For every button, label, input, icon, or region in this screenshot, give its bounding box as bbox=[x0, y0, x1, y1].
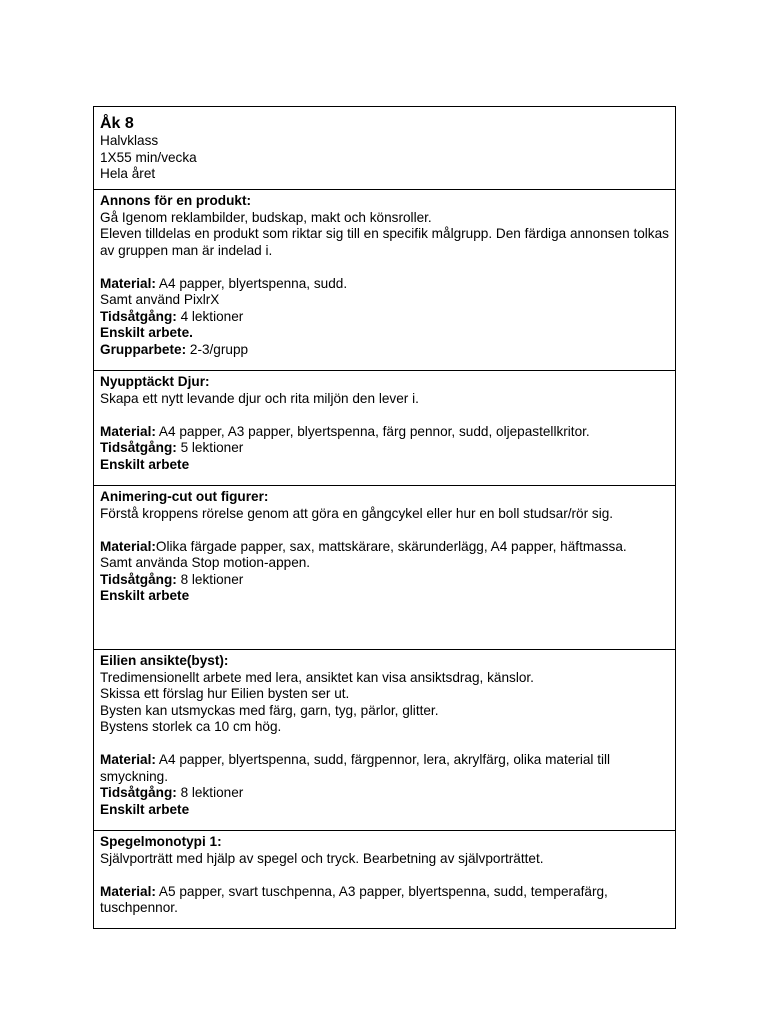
section-description: Tredimensionellt arbete med lera, ansiktet kan visa ansiktsdrag, känslor. bbox=[100, 669, 534, 685]
section-description: Eleven tilldelas en produkt som riktar sig till en specifik målgrupp. Den färdiga annonsen tolkas av gruppen man är indelad i. bbox=[100, 226, 669, 258]
header-line-schedule: 1X55 min/vecka bbox=[100, 149, 197, 165]
section-heading: Eilien ansikte(byst): bbox=[100, 653, 229, 668]
section-description: Förstå kroppens rörelse genom att göra en gångcykel eller hur en boll studsar/rör sig. bbox=[100, 505, 614, 521]
material-label: Material: bbox=[100, 752, 156, 767]
section-annons bbox=[94, 189, 675, 370]
curriculum-table bbox=[93, 106, 676, 929]
section-eilien bbox=[94, 649, 675, 830]
section-description: Bystens storlek ca 10 cm hög. bbox=[100, 719, 282, 734]
time-value: 8 lektioner bbox=[176, 785, 244, 800]
section-description: Bysten kan utsmyckas med färg, garn, tyg, pärlor, glitter. bbox=[100, 702, 439, 718]
time-value: 4 lektioner bbox=[176, 308, 244, 324]
work-type: Enskilt arbete bbox=[100, 588, 190, 603]
material-label: Material: bbox=[100, 423, 156, 439]
spacer bbox=[100, 259, 669, 276]
section-heading: Annons för en produkt: bbox=[100, 193, 252, 208]
time-label: Tidsåtgång: bbox=[100, 308, 177, 324]
section-animering bbox=[94, 485, 675, 649]
header-line-period: Hela året bbox=[100, 166, 156, 181]
material-value: A4 papper, A3 papper, blyertspenna, färg pennor, sudd, oljepastellkritor. bbox=[155, 423, 590, 439]
material-value: A4 papper, blyertspenna, sudd, färgpennor, lera, akrylfärg, olika material till smyckning. bbox=[100, 752, 611, 784]
section-heading: Nyupptäckt Djur: bbox=[100, 374, 210, 389]
time-value: 5 lektioner bbox=[176, 440, 244, 455]
work-type: Enskilt arbete bbox=[100, 456, 190, 472]
time-line bbox=[100, 440, 669, 457]
material-value: A4 papper, blyertspenna, sudd. bbox=[155, 275, 348, 291]
section-description: Gå Igenom reklambilder, budskap, makt och könsroller. bbox=[100, 209, 432, 225]
time-label: Tidsåtgång: bbox=[100, 785, 177, 800]
grade-title: Åk 8 bbox=[100, 115, 134, 132]
time-label: Tidsåtgång: bbox=[100, 440, 177, 455]
section-heading: Spegelmonotypi 1: bbox=[100, 834, 222, 849]
section-spegelmonotypi bbox=[94, 830, 675, 928]
material-value: Olika färgade papper, sax, mattskärare, skärunderlägg, A4 papper, häftmassa. bbox=[155, 538, 627, 554]
extra-line: Samt använd PixlrX bbox=[100, 292, 220, 307]
section-description: Skapa ett nytt levande djur och rita miljön den lever i. bbox=[100, 390, 419, 406]
time-value: 8 lektioner bbox=[176, 571, 244, 587]
header-cell bbox=[94, 107, 675, 189]
time-line bbox=[100, 572, 669, 589]
work-type: Enskilt arbete bbox=[100, 801, 190, 817]
material-line bbox=[100, 276, 669, 293]
section-heading: Animering-cut out figurer: bbox=[100, 489, 269, 504]
material-value: A5 papper, svart tuschpenna, A3 papper, blyertspenna, sudd, temperafärg, tuschpennor. bbox=[100, 883, 608, 915]
material-line bbox=[100, 539, 669, 556]
spacer bbox=[100, 867, 669, 884]
section-description: Självporträtt med hjälp av spegel och tryck. Bearbetning av självporträttet. bbox=[100, 850, 544, 866]
material-line bbox=[100, 424, 669, 441]
spacer bbox=[100, 736, 669, 753]
section-description: Skissa ett förslag hur Eilien bysten ser ut. bbox=[100, 686, 350, 701]
spacer bbox=[100, 407, 669, 424]
material-line bbox=[100, 752, 669, 785]
material-label: Material: bbox=[100, 275, 156, 291]
group-line bbox=[100, 342, 669, 359]
material-label: Material: bbox=[100, 883, 156, 899]
time-line bbox=[100, 309, 669, 326]
material-label: Material: bbox=[100, 538, 156, 554]
group-value: 2-3/grupp bbox=[186, 341, 249, 357]
header-line-class: Halvklass bbox=[100, 133, 159, 148]
time-line bbox=[100, 785, 669, 802]
group-label: Grupparbete: bbox=[100, 341, 187, 357]
time-label: Tidsåtgång: bbox=[100, 571, 177, 587]
spacer bbox=[100, 522, 669, 539]
section-djur bbox=[94, 370, 675, 485]
work-type: Enskilt arbete. bbox=[100, 325, 193, 340]
extra-line: Samt använda Stop motion-appen. bbox=[100, 555, 311, 570]
material-line bbox=[100, 884, 669, 917]
